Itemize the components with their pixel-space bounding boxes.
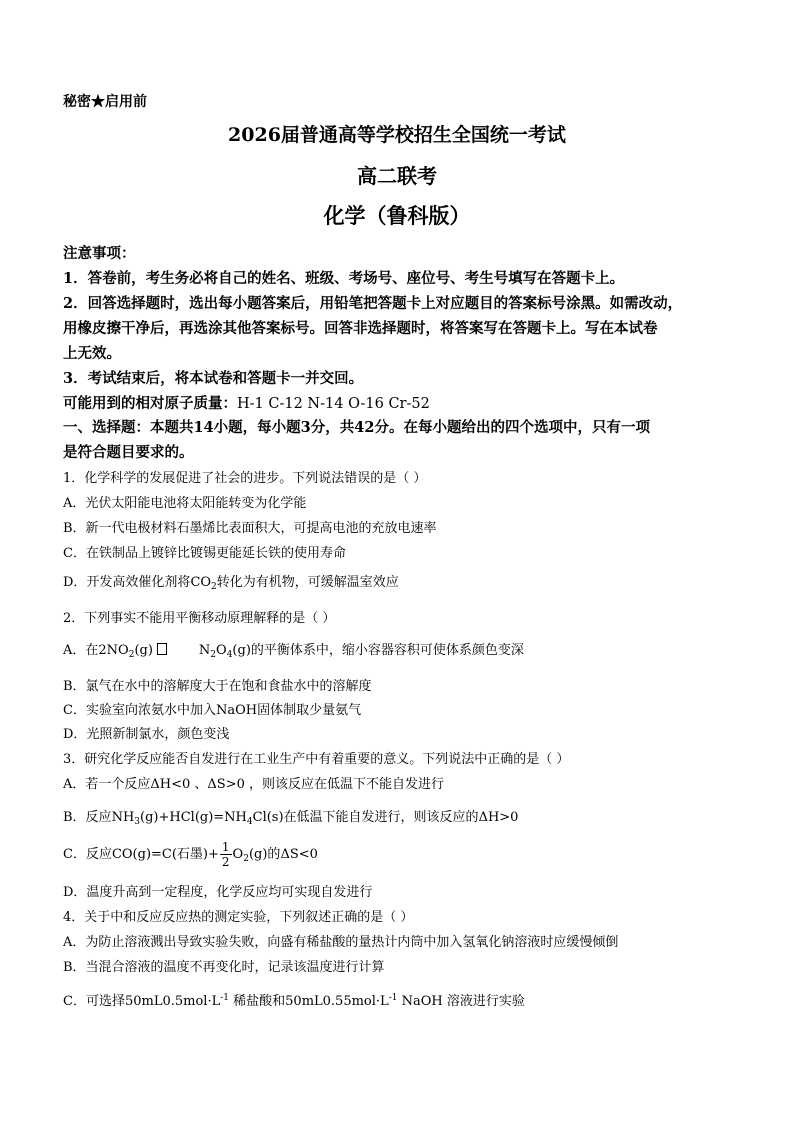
exam-subtitle: 高二联考 bbox=[357, 164, 437, 188]
exam-title: 2026届普通高等学校招生全国统一考试 bbox=[228, 124, 566, 146]
q1-stem: 1．化学科学的发展促进了社会的进步。下列说法错误的是（ ） bbox=[63, 471, 427, 486]
q3-option-c: C．反应CO(g)=C(石墨)+ $\frac{1}{2}$ $O_2(g)$的ΔS<0 bbox=[63, 840, 318, 869]
q2-stem: 2．下列事实不能用平衡移动原理解释的是（ ） bbox=[63, 611, 336, 626]
q4-option-a: A．为防止溶液溅出导致实验失败，向盛有稀盐酸的量热计内筒中加入氢氧化钠溶液时应缓慢倾倒 bbox=[63, 935, 619, 950]
q1-option-a: A．光伏太阳能电池将太阳能转变为化学能 bbox=[63, 496, 307, 511]
reaction-equation: $NH_3(g)+HCl(g)=NH_4Cl(s)$ bbox=[111, 810, 284, 827]
co2-formula: $CO_2$ bbox=[190, 575, 217, 592]
q2-option-c: C．实验室向浓氨水中加入NaOH固体制取少量氨气 bbox=[63, 703, 362, 718]
q4-stem: 4．关于中和反应反应热的测定实验，下列叙述正确的是（ ） bbox=[63, 910, 414, 925]
q1-option-b: B．新一代电极材料石墨烯比表面积大，可提高电池的充放电速率 bbox=[63, 521, 437, 536]
notice-item-2-line-1: 2．回答选择题时，选出每小题答案后，用铅笔把答题卡上对应题目的答案标号涂黑。如需改动， bbox=[63, 295, 683, 312]
notice-item-1: 1．答卷前，考生务必将自己的姓名、班级、考场号、座位号、考生号填写在答题卡上。 bbox=[63, 270, 625, 287]
section-1-line-2: 是符合题目要求的。 bbox=[63, 444, 194, 461]
subject-title: 化学（鲁科版） bbox=[323, 203, 471, 228]
q3-stem: 3．研究化学反应能否自发进行在工业生产中有着重要的意义。下列说法中正确的是（ ） bbox=[63, 752, 570, 767]
notice-item-3: 3．考试结束后，将本试卷和答题卡一并交回。 bbox=[63, 370, 364, 387]
q2-option-d: D．光照新制氯水，颜色变浅 bbox=[63, 727, 230, 742]
q2-option-b: B．氯气在水中的溶解度大于在饱和食盐水中的溶解度 bbox=[63, 679, 372, 694]
q3-option-d: D．温度升高到一定程度，化学反应均可实现自发进行 bbox=[63, 885, 373, 900]
notice-item-2-line-2: 用橡皮擦干净后，再选涂其他答案标号。回答非选择题时，将答案写在答题卡上。写在本试卷 bbox=[63, 320, 658, 337]
atomic-mass-line bbox=[63, 392, 733, 413]
equilibrium-equation: $2NO_2(g)$ bbox=[98, 643, 153, 660]
reaction-equation-c: CO(g)=C(石墨)+ bbox=[111, 847, 219, 862]
q2-option-a: A．在$2NO_2(g)$ $N_2O_4(g)$的平衡体系中，缩小容器容积可使体系颜色变深 bbox=[63, 643, 524, 660]
q3-option-a: A．若一个反应ΔH<0 、ΔS>0 ，则该反应在低温下不能自发进行 bbox=[63, 777, 444, 792]
q1-option-d: D．开发高效催化剂将$CO_2$转化为有机物，可缓解温室效应 bbox=[63, 575, 399, 592]
notice-item-2-line-3: 上无效。 bbox=[63, 345, 121, 362]
notice-title: 注意事项： bbox=[63, 245, 136, 262]
section-1-line-1: 一、选择题：本题共14小题，每小题3分，共42分。在每小题给出的四个选项中，只有一项 bbox=[63, 419, 650, 436]
fraction-one-half: $\frac{1}{2}$ bbox=[221, 840, 230, 869]
atomic-mass-label: 可能用到的相对原子质量： bbox=[63, 395, 237, 412]
q1-option-c: C．在铁制品上镀锌比镀锡更能延长铁的使用寿命 bbox=[63, 546, 346, 561]
q3-option-b: B．反应$NH_3(g)+HCl(g)=NH_4Cl(s)$在低温下能自发进行，则该反应的ΔH>0 bbox=[63, 810, 519, 827]
confidential-label: 秘密★启用前 bbox=[63, 94, 147, 110]
q4-option-b: B．当混合溶液的温度不再变化时，记录该温度进行计算 bbox=[63, 960, 385, 975]
q4-option-c: C．可选择$50mL0.5mol\cdot L^{-1}$ 稀盐酸和$50mL0.55mol\cdot L^{-1}$ NaOH 溶液进行实验 bbox=[63, 993, 525, 1009]
atomic-mass-values: H-1 C-12 N-14 O-16 Cr-52 bbox=[237, 396, 430, 412]
reversible-arrow-icon bbox=[157, 643, 167, 655]
